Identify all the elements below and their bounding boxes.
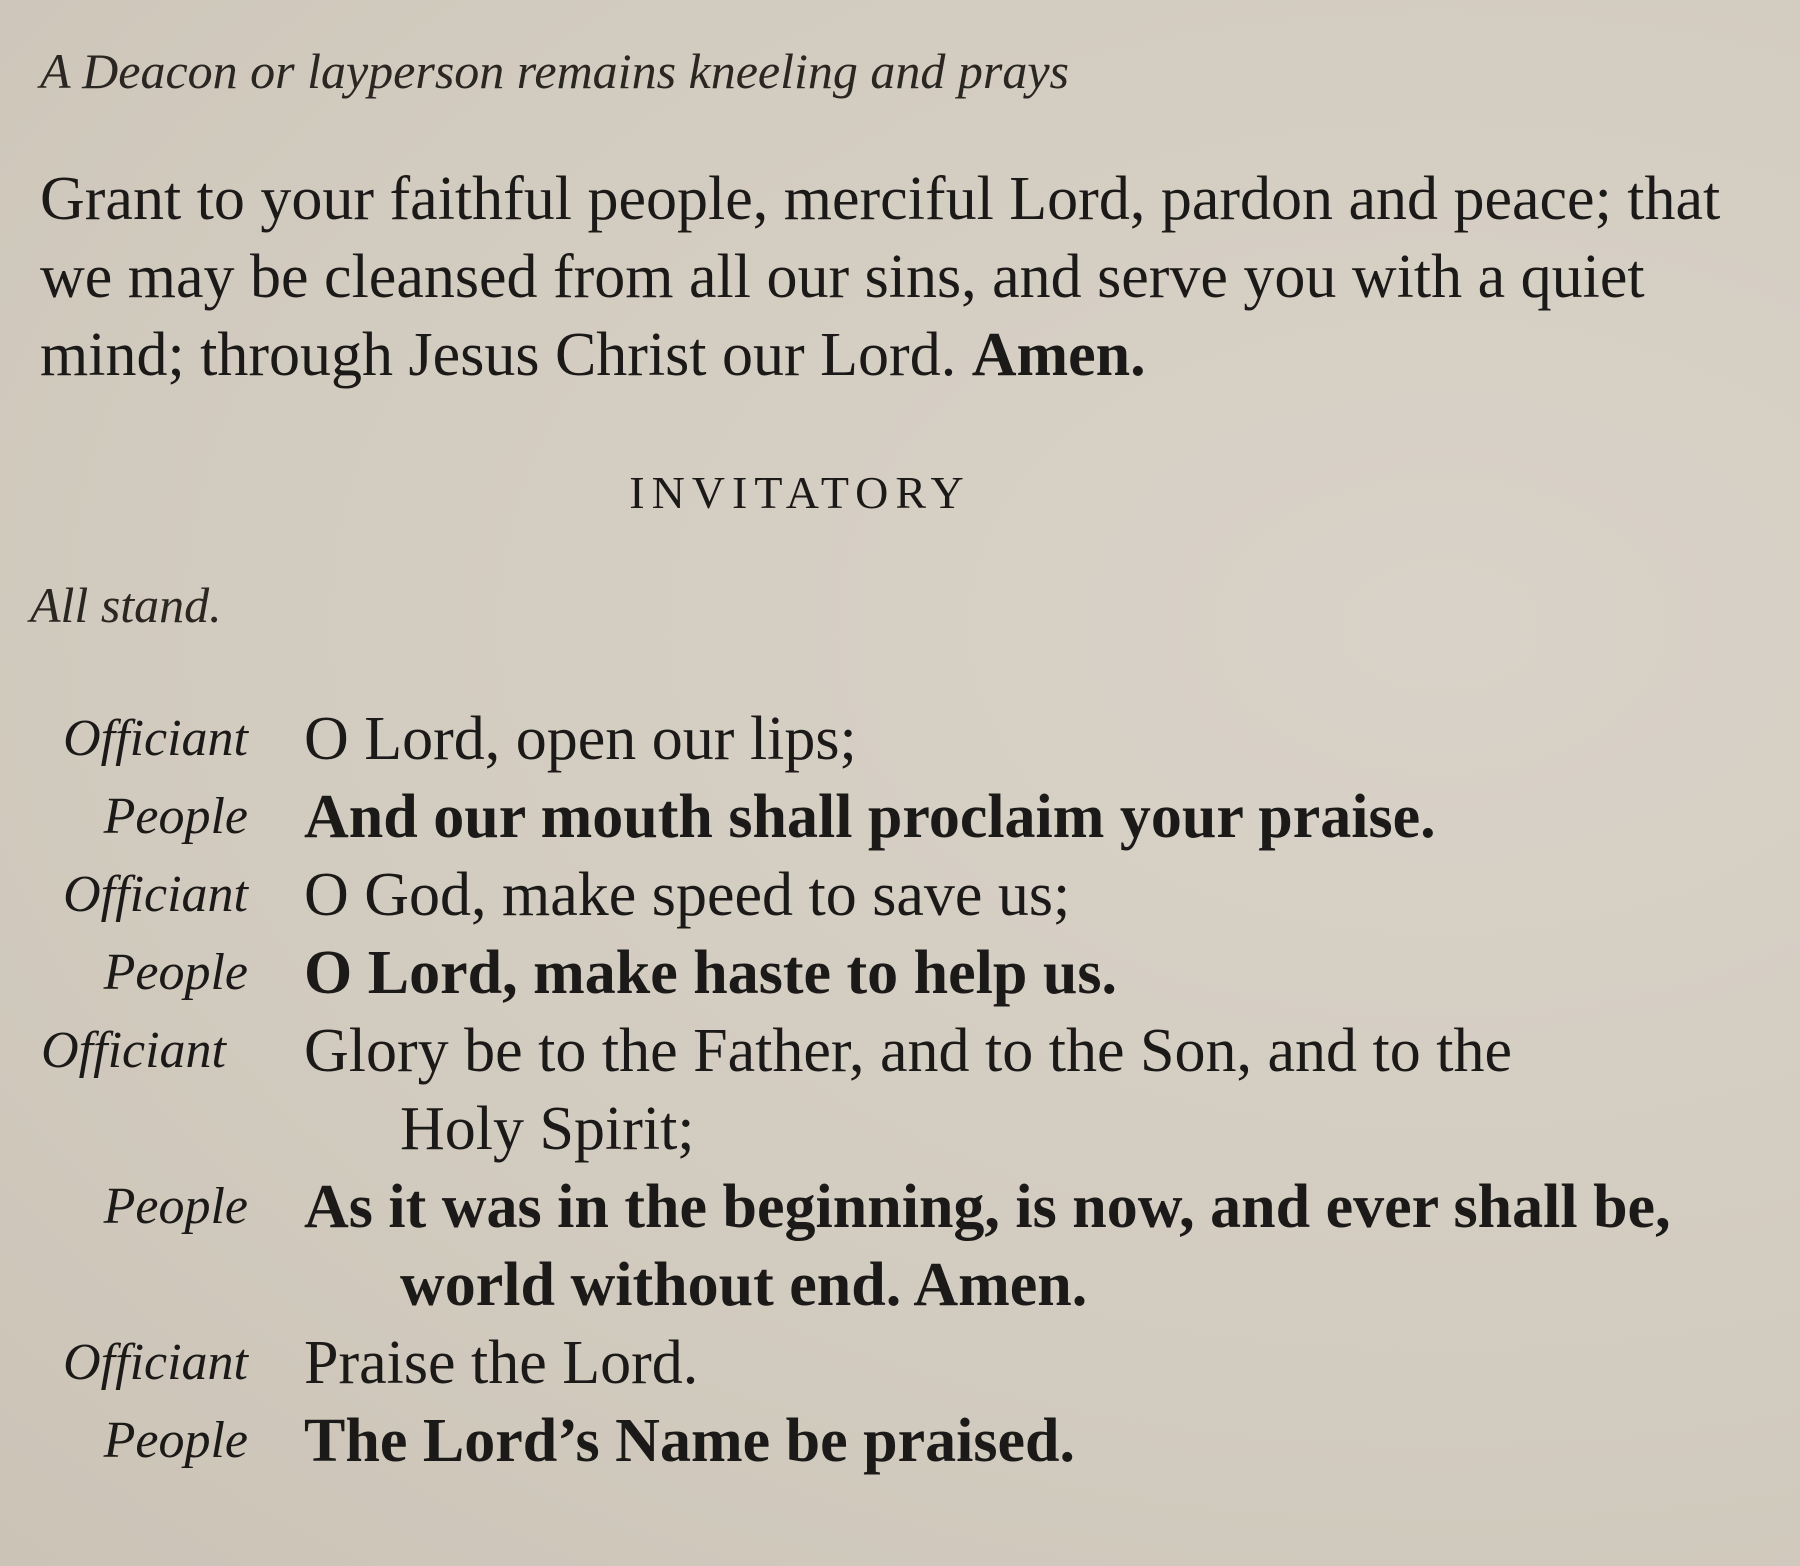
versicle-text [304, 1012, 1784, 1168]
versicle-line: Glory be to the Father, and to the Son, and to the [304, 1017, 1513, 1085]
versicle-row [0, 1324, 1800, 1402]
versicle-row [0, 856, 1800, 934]
versicle-text [304, 778, 1784, 856]
versicle-text [304, 1402, 1784, 1480]
versicle-text [304, 1324, 1784, 1402]
versicle-row [0, 778, 1800, 856]
versicle-line: O Lord, open our lips; [304, 705, 857, 773]
speaker-label: People [103, 788, 248, 845]
speaker-label: Officiant [41, 1022, 226, 1079]
collect-prayer [40, 160, 1780, 394]
versicle-row [0, 1012, 1800, 1168]
versicle-text [304, 856, 1784, 934]
versicle-line: O Lord, make haste to help us. [304, 939, 1117, 1007]
versicle-row [0, 934, 1800, 1012]
versicle-text [304, 1168, 1784, 1324]
versicles-list [0, 700, 1800, 1480]
rubric-kneeling: A Deacon or layperson remains kneeling and prays [40, 43, 1070, 99]
speaker-label: Officiant [63, 1334, 248, 1391]
speaker-label: People [103, 1178, 248, 1235]
rubric-all-stand: All stand. [30, 577, 222, 633]
versicle-text [304, 700, 1784, 778]
speaker-label: Officiant [63, 710, 248, 767]
versicle-line: As it was in the beginning, is now, and ever shall be, [304, 1173, 1671, 1241]
section-heading: INVITATORY [629, 467, 971, 518]
collect-amen: Amen. [971, 321, 1146, 389]
versicle-row [0, 700, 1800, 778]
versicle-text [304, 934, 1784, 1012]
versicle-row [0, 1402, 1800, 1480]
versicle-continuation: world without end. Amen. [400, 1251, 1088, 1319]
versicle-line: O God, make speed to save us; [304, 861, 1071, 929]
versicle-continuation: Holy Spirit; [400, 1095, 695, 1163]
speaker-label: Officiant [63, 866, 248, 923]
speaker-label: People [103, 944, 248, 1001]
versicle-line: The Lord’s Name be praised. [304, 1407, 1075, 1475]
versicle-row [0, 1168, 1800, 1324]
speaker-label: People [103, 1412, 248, 1469]
versicle-line: And our mouth shall proclaim your praise. [304, 783, 1436, 851]
versicle-line: Praise the Lord. [304, 1329, 699, 1397]
collect-text: Grant to your faithful people, merciful Lord, pardon and peace; that we may be cleansed from all our sins, and serve you with a quiet mind; through Jesus Christ our Lord. [40, 165, 1721, 389]
